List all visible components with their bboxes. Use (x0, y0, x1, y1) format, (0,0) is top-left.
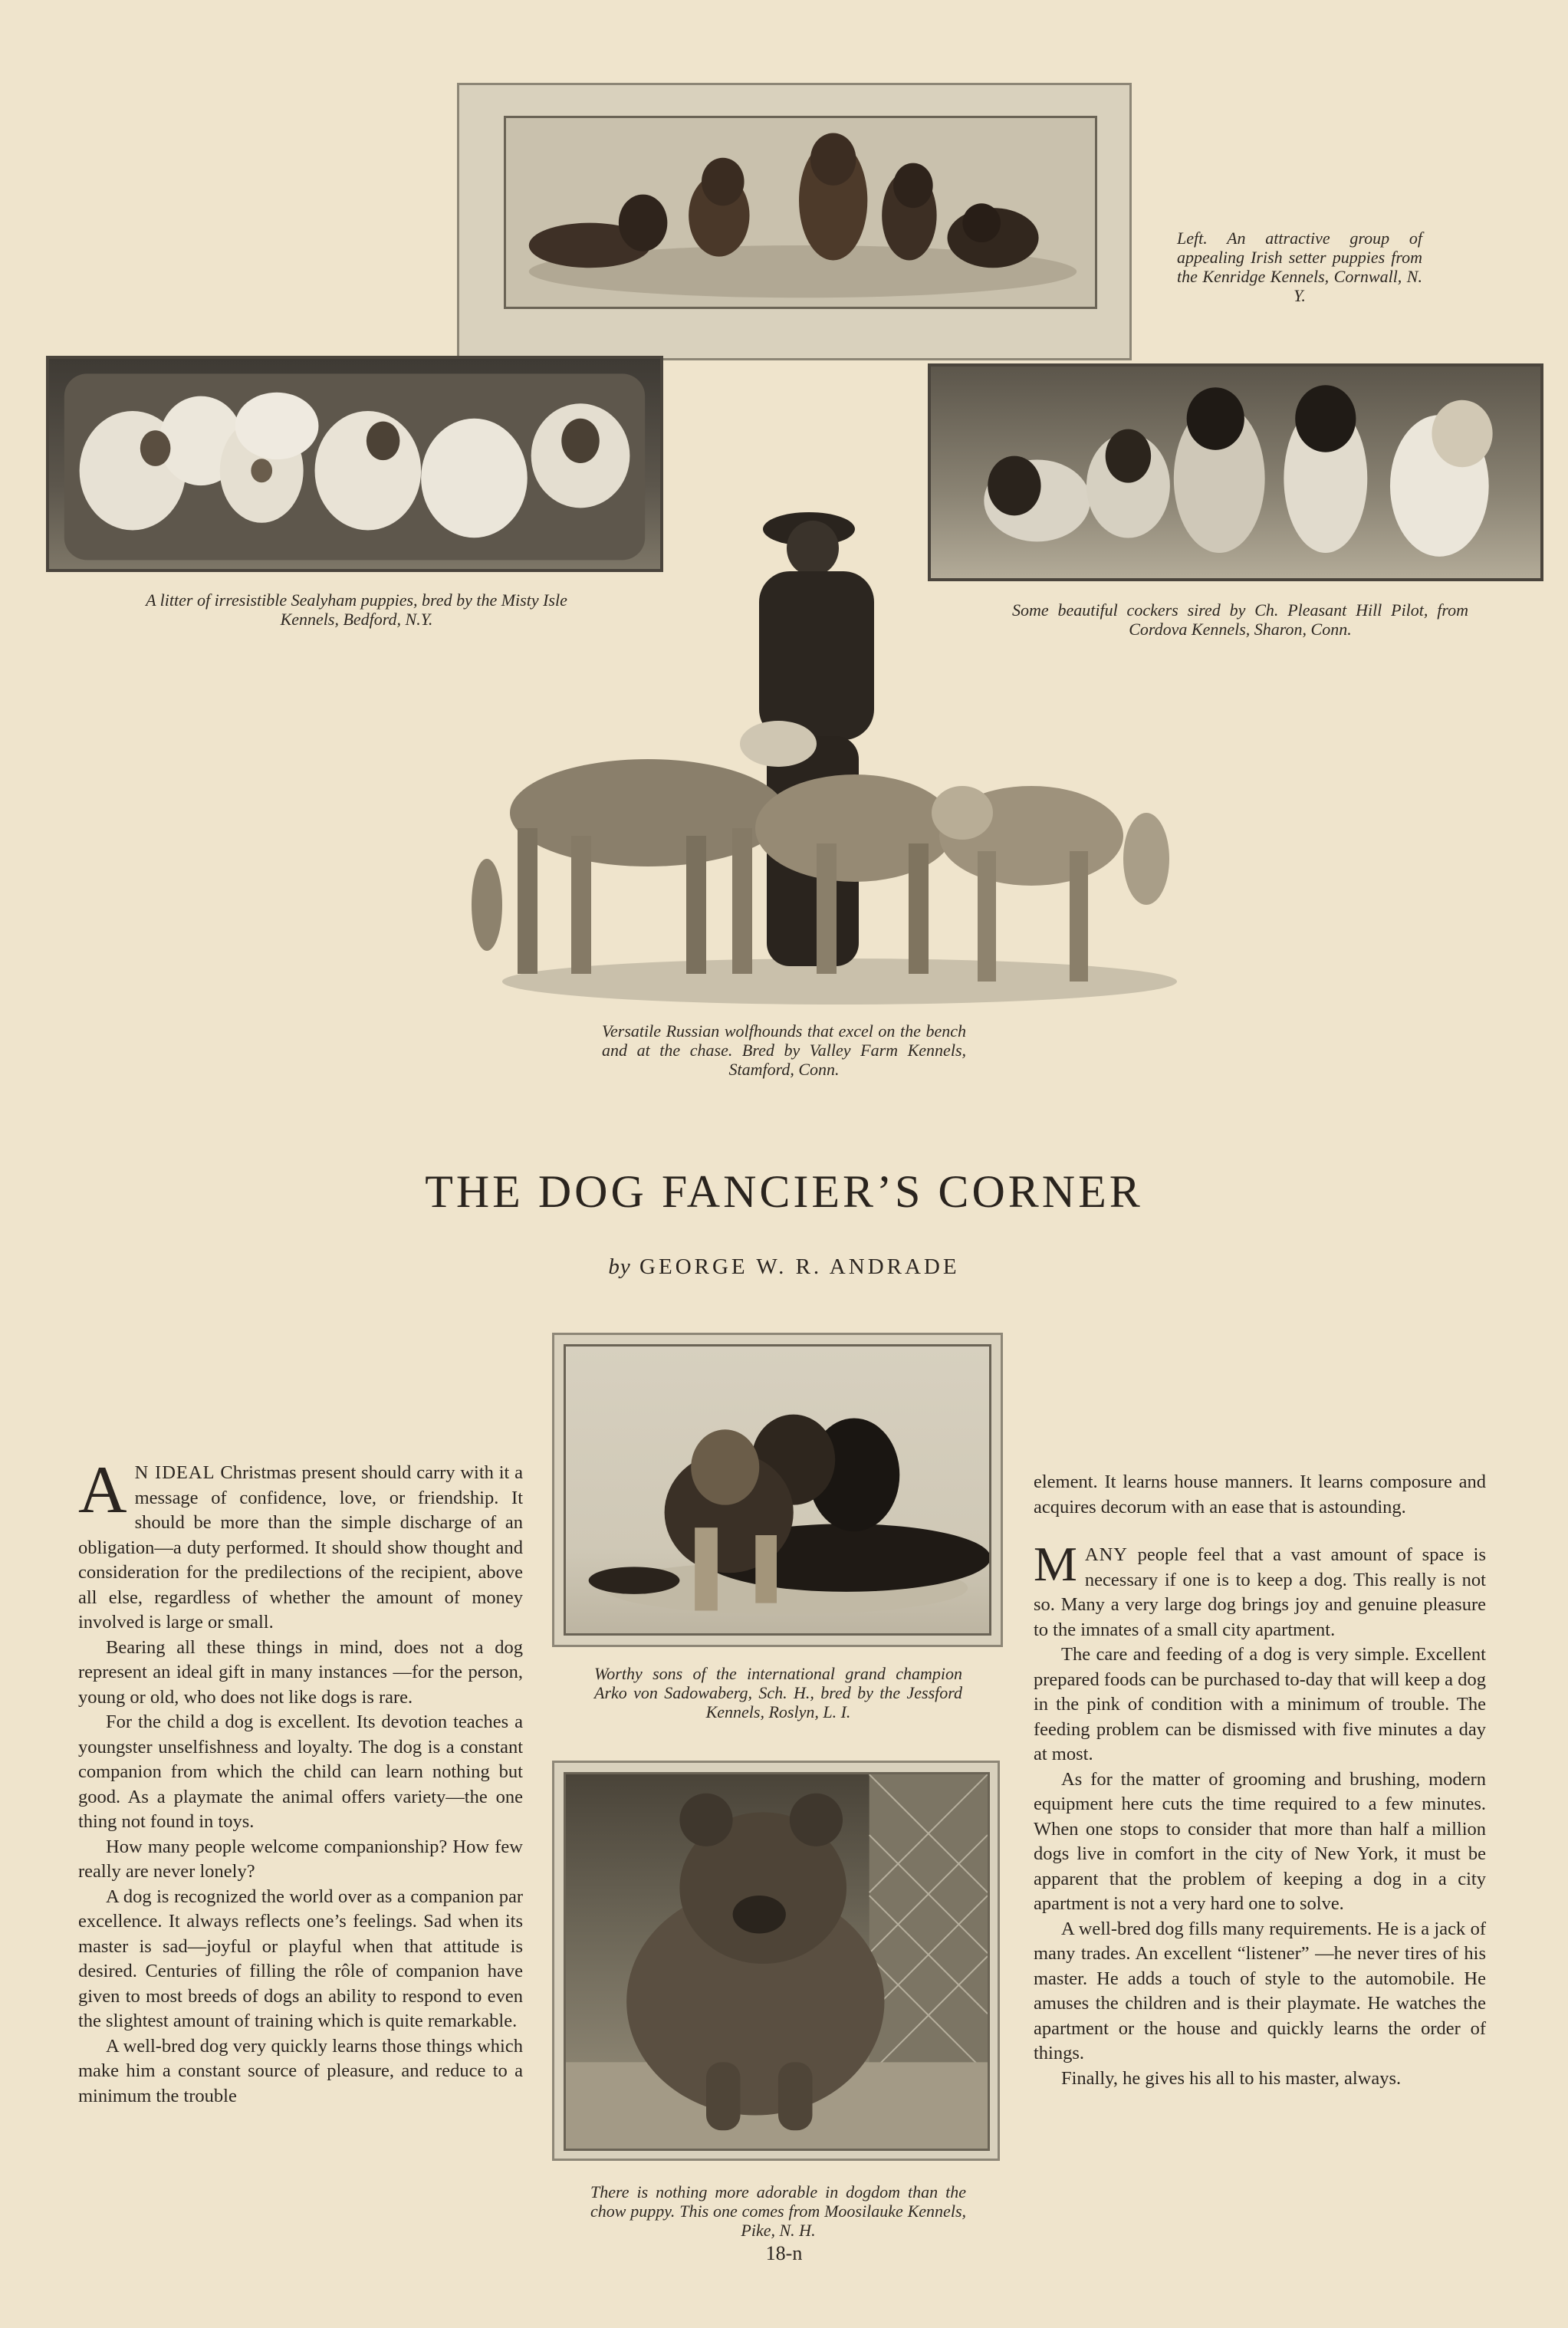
byline-prefix: by (608, 1254, 631, 1279)
paragraph-3: For the child a dog is excellent. Its devotion teaches a youngster unselfishness and loyalty. The dog is a constant companion from which the child can learn nothing but good. As a playmate the animal offers variety—the one thing not found in toys. (78, 1711, 523, 1832)
wolfhounds-caption: Versatile Russian wolfhounds that excel on the bench and at the chase. Bred by Valley Farm Kennels, Stamford, Conn. (602, 1021, 966, 1079)
shepherd-puppies-illustration (566, 1346, 989, 1633)
page-number: 18-n (765, 2242, 803, 2264)
lead-in: N IDEAL (134, 1462, 215, 1483)
russian-wolfhounds-illustration (456, 491, 1223, 1012)
chow-puppy-illustration (566, 1774, 988, 2149)
paragraph-1-text: Christmas present should carry with it a message of confidence, love, or friendship. It should be more than the simple discharge of an obligation—a duty performed. It should show thought and consideration for the predilections of the recipient, above all else, regardless of whether the amount of money involved is large or small. (78, 1462, 523, 1633)
byline (460, 1254, 1108, 1280)
paragraph-many-text: people feel that a vast amount of space is necessary if one is to keep a dog. This really is not so. Many a very large dog brings joy and genuine pleasure to the imnates of a small city apartment. (1034, 1544, 1486, 1640)
drop-cap-m: M (1034, 1537, 1077, 1591)
paragraph-grooming: As for the matter of grooming and brushing, modern equipment here cuts the time required to a few minutes. When one stops to consider that more than half a million dogs live in comfort in the city of New York, it must be apparent that the problem of keeping a dog in a city apartment is not a very hard one to solve. (1034, 1768, 1486, 1914)
chow-puppy-photo (552, 1761, 1000, 2161)
irish-setter-puppies-illustration (506, 118, 1095, 307)
irish-setter-caption: Left. An attractive group of appealing Irish setter puppies from the Kenridge Kennels, Cornwall, N. Y. (1177, 229, 1422, 305)
shepherd-puppies-photo (552, 1333, 1003, 1647)
article-title: THE DOG FANCIER’S CORNER (425, 1166, 1143, 1217)
paragraph-4: How many people welcome companionship? How few really are never lonely? (78, 1836, 523, 1882)
paragraph-2: Bearing all these things in mind, does not a dog represent an ideal gift in many instances —for the person, young or old, who does not like dogs is rare. (78, 1636, 523, 1708)
article-column-left (78, 1453, 523, 2109)
paragraph-many (1034, 1537, 1486, 1642)
paragraph-continued: element. It learns house manners. It learns composure and acquires decorum with an ease that is astounding. (1034, 1471, 1486, 1517)
paragraph-6: A well-bred dog very quickly learns those things which make him a constant source of pleasure, and reduce to a minimum the trouble (78, 2035, 523, 2106)
irish-setter-puppies-photo (457, 83, 1132, 360)
chow-caption: There is nothing more adorable in dogdom than the chow puppy. This one comes from Moosilauke Kennels, Pike, N. H. (590, 2182, 966, 2240)
paragraph-5: A dog is recognized the world over as a companion par excellence. It always reflects one’s feelings. Sad when its master is sad—joyful or playful when that attitude is desired. Centuries of filling the rôle of companion have given to most breeds of dogs an ability to respond to even the slightest amount of training which is quite remarkable. (78, 1886, 523, 2031)
paragraph-requirements: A well-bred dog fills many requirements. He is a jack of many trades. An excellent “listener” —he never tires of his master. He adds a touch of style to the automobile. He amuses the children and is their playmate. He watches the apartment or the house and quickly learns the order of things. (1034, 1918, 1486, 2063)
cocker-spaniels-caption: Some beautiful cockers sired by Ch. Pleasant Hill Pilot, from Cordova Kennels, Sharon, Conn. (1012, 600, 1468, 639)
lead-in-many: ANY (1084, 1544, 1128, 1565)
paragraph-finally: Finally, he gives his all to his master, always. (1061, 2067, 1402, 2089)
article-column-right (1034, 1470, 1486, 2091)
drop-cap-a: A (78, 1453, 127, 1527)
paragraph-care: The care and feeding of a dog is very simple. Excellent prepared foods can be purchased to-day that will keep a dog in the pink of condition with a minimum of trouble. The feeding problem can be dismissed with five minutes a day at most. (1034, 1644, 1486, 1764)
byline-author: GEORGE W. R. ANDRADE (639, 1254, 960, 1279)
sealyham-caption: A litter of irresistible Sealyham puppies, bred by the Misty Isle Kennels, Bedford, N.Y. (146, 590, 567, 629)
shepherd-caption: Worthy sons of the international grand champion Arko von Sadowaberg, Sch. H., bred by the Jessford Kennels, Roslyn, L. I. (594, 1664, 962, 1721)
russian-wolfhounds-photo (456, 491, 1223, 1012)
paragraph-1 (78, 1453, 523, 1636)
